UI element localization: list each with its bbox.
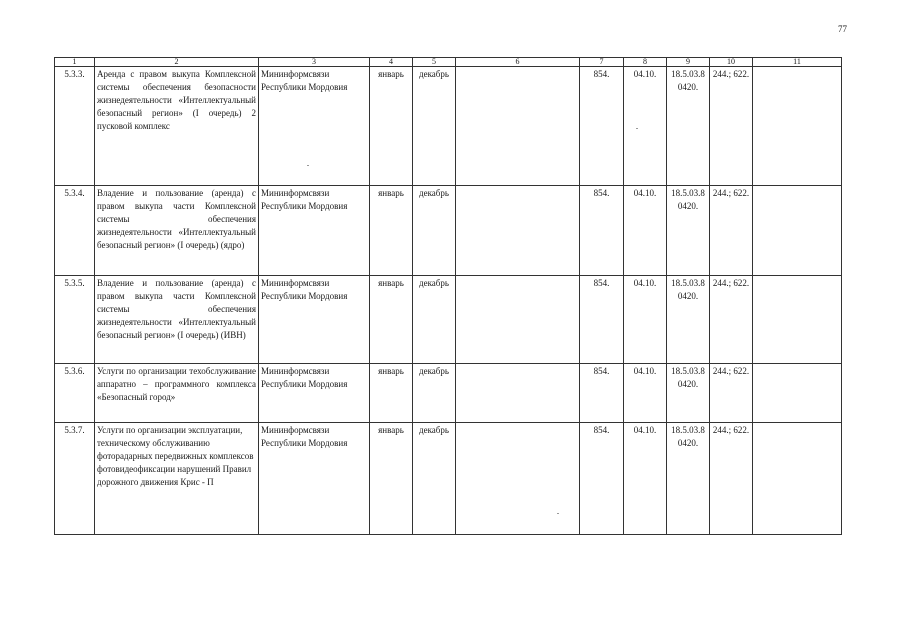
row-col6 <box>456 186 580 276</box>
row-col8: 04.10. <box>624 276 667 364</box>
row-start: январь <box>370 67 413 186</box>
page-number: 77 <box>838 24 847 34</box>
row-start: январь <box>370 423 413 535</box>
column-header: 8 <box>624 58 667 67</box>
row-end: декабрь <box>413 67 456 186</box>
column-header: 4 <box>370 58 413 67</box>
row-col11 <box>753 186 842 276</box>
table-row <box>55 423 842 535</box>
row-start: январь <box>370 364 413 423</box>
table-row <box>55 67 842 186</box>
row-col6 <box>456 276 580 364</box>
row-col9: 18.5.03.8 0420. <box>667 423 710 535</box>
row-description: Услуги по организации техобслуживание аппаратно – программного комплекса «Безопасный город» <box>95 364 259 423</box>
row-col7: 854. <box>580 186 624 276</box>
row-col11 <box>753 276 842 364</box>
row-executor: Мининформсвязи Республики Мордовия <box>259 364 370 423</box>
row-col8: 04.10. <box>624 186 667 276</box>
column-header: 2 <box>95 58 259 67</box>
row-col10: 244.; 622. <box>710 186 753 276</box>
row-number: 5.3.3. <box>55 67 95 186</box>
row-col10: 244.; 622. <box>710 364 753 423</box>
column-header: 6 <box>456 58 580 67</box>
row-col7: 854. <box>580 276 624 364</box>
scan-speck <box>307 165 309 166</box>
column-header: 3 <box>259 58 370 67</box>
scan-speck <box>557 513 559 514</box>
row-description: Владение и пользование (аренда) с правом выкупа части Комплексной системы обеспечения жизнедеятельности «Интеллектуальный безопасный регион» (I очередь) (ИВН) <box>95 276 259 364</box>
row-number: 5.3.7. <box>55 423 95 535</box>
row-col9: 18.5.03.8 0420. <box>667 186 710 276</box>
column-number-header-row <box>55 58 842 67</box>
table-row <box>55 186 842 276</box>
row-col11 <box>753 423 842 535</box>
row-col8: 04.10. <box>624 364 667 423</box>
row-col9: 18.5.03.8 0420. <box>667 67 710 186</box>
column-header: 5 <box>413 58 456 67</box>
row-description: Аренда с правом выкупа Комплексной системы обеспечения безопасности жизнедеятельности «Интеллектуальный безопасный регион» (I очередь) 2 пусковой комплекс <box>95 67 259 186</box>
row-executor: Мининформсвязи Республики Мордовия <box>259 67 370 186</box>
row-col10: 244.; 622. <box>710 423 753 535</box>
table-row <box>55 364 842 423</box>
row-col6 <box>456 67 580 186</box>
row-description: Владение и пользование (аренда) с правом выкупа части Комплексной системы обеспечения жизнедеятельности «Интеллектуальный безопасный регион» (I очередь) (ядро) <box>95 186 259 276</box>
row-start: январь <box>370 276 413 364</box>
row-col9: 18.5.03.8 0420. <box>667 364 710 423</box>
row-start: январь <box>370 186 413 276</box>
row-executor: Мининформсвязи Республики Мордовия <box>259 276 370 364</box>
row-col6 <box>456 364 580 423</box>
column-header: 1 <box>55 58 95 67</box>
column-header: 9 <box>667 58 710 67</box>
row-col11 <box>753 67 842 186</box>
row-end: декабрь <box>413 186 456 276</box>
activities-table <box>54 57 842 535</box>
row-col10: 244.; 622. <box>710 276 753 364</box>
row-executor: Мининформсвязи Республики Мордовия <box>259 186 370 276</box>
row-end: декабрь <box>413 364 456 423</box>
row-col8: 04.10. <box>624 67 667 186</box>
table-row <box>55 276 842 364</box>
row-end: декабрь <box>413 276 456 364</box>
row-col11 <box>753 364 842 423</box>
row-description: Услуги по организации эксплуатации, техническому обслуживанию фоторадарных передвижных комплексов фотовидеофиксации нарушений Правил дорожного движения Крис - П <box>95 423 259 535</box>
scan-speck <box>636 128 638 129</box>
row-col6 <box>456 423 580 535</box>
column-header: 10 <box>710 58 753 67</box>
row-col10: 244.; 622. <box>710 67 753 186</box>
row-col7: 854. <box>580 423 624 535</box>
row-col7: 854. <box>580 364 624 423</box>
column-header: 7 <box>580 58 624 67</box>
row-number: 5.3.5. <box>55 276 95 364</box>
row-col8: 04.10. <box>624 423 667 535</box>
row-col7: 854. <box>580 67 624 186</box>
row-executor: Мининформсвязи Республики Мордовия <box>259 423 370 535</box>
column-header: 11 <box>753 58 842 67</box>
row-end: декабрь <box>413 423 456 535</box>
row-col9: 18.5.03.8 0420. <box>667 276 710 364</box>
row-number: 5.3.6. <box>55 364 95 423</box>
row-number: 5.3.4. <box>55 186 95 276</box>
